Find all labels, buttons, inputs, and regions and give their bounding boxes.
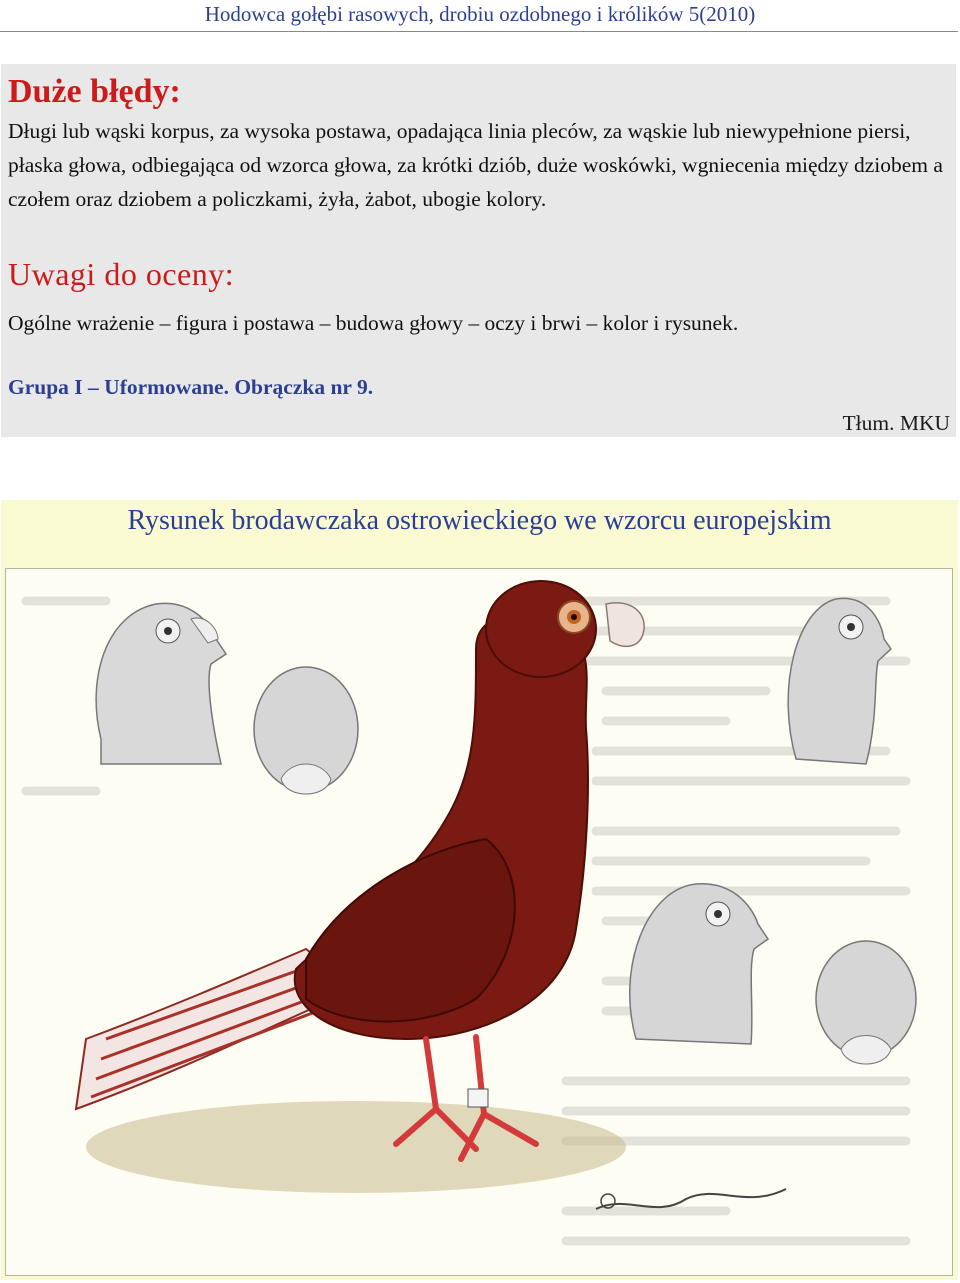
faults-heading: Duże błędy: (8, 73, 181, 110)
figure-box (1, 500, 958, 1280)
head-rear-sketch-right (816, 941, 916, 1064)
breed-standard-box (1, 64, 956, 437)
evaluation-heading: Uwagi do oceny: (8, 256, 235, 292)
pigeon-wattle (606, 603, 644, 647)
head-sketch-right (788, 598, 891, 764)
figure-caption: Rysunek brodawczaka ostrowieckiego we wzorcu europejskim (127, 505, 832, 536)
header-divider (0, 31, 958, 32)
pigeon-pupil (571, 614, 577, 620)
translator-credit: Tłum. MKU (842, 411, 950, 435)
pigeon-illustration (5, 568, 953, 1276)
running-header: Hodowca gołębi rasowych, drobiu ozdobnego i królików 5(2010) (204, 2, 756, 26)
pigeon-drawing (6, 569, 953, 1276)
leg-ring (468, 1089, 488, 1107)
artist-signature (596, 1189, 786, 1209)
head-sketch-left (96, 603, 226, 764)
head-rear-sketch-left (254, 667, 358, 794)
ground-shadow (86, 1101, 626, 1193)
group-line: Grupa I – Uformowane. Obrączka nr 9. (8, 375, 374, 399)
head-sketch-right-lower (630, 884, 768, 1044)
faults-text: Długi lub wąski korpus, za wysoka postawa, opadająca linia pleców, za wąskie lub niewypełnione piersi, płaska głowa, odbiegająca od wzorca głowa, za krótki dziób, duże woskówki, wgniecenia między dziobem a czołem oraz dziobem a policzkami, żyła, żabot, ubogie kolory. (8, 119, 943, 211)
evaluation-text: Ogólne wrażenie – figura i postawa – budowa głowy – oczy i brwi – kolor i rysunek. (8, 311, 739, 335)
